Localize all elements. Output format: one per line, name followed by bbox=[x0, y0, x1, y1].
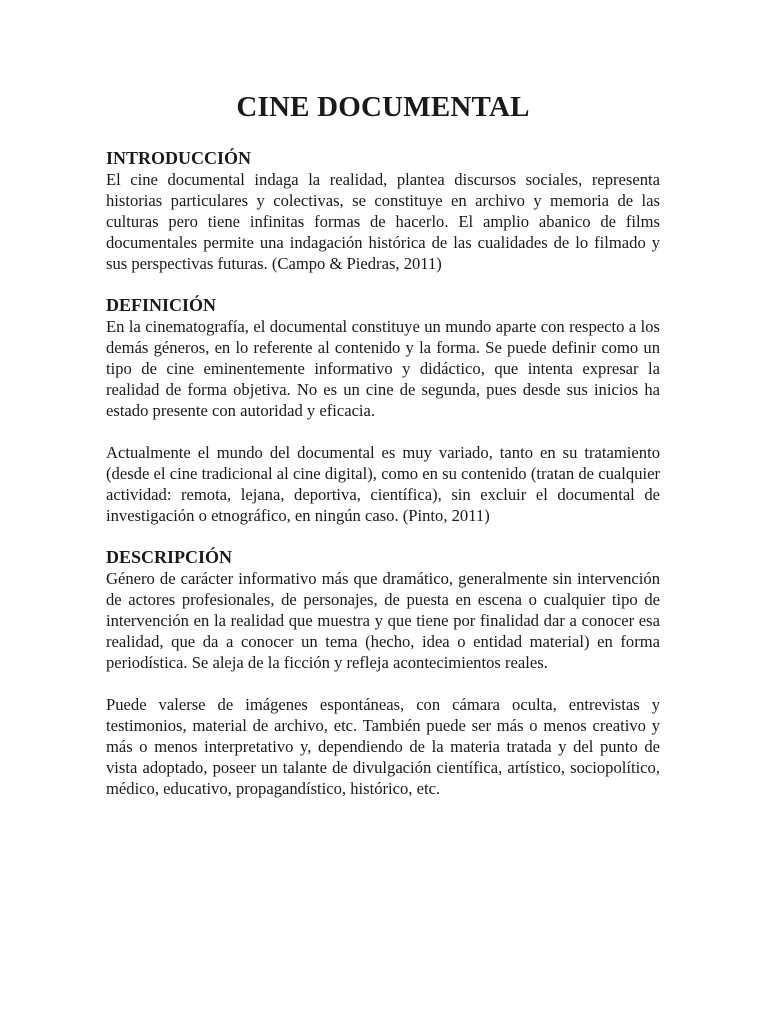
paragraph-introduccion-1: El cine documental indaga la realidad, plantea discursos sociales, representa historias particulares y colectivas, se constituye en archivo y memoria de las culturas pero tiene infinitas formas de hacerlo. El amplio abanico de films documentales permite una indagación histórica de las cualidades de lo filmado y sus perspectivas futuras. (Campo & Piedras, 2011) bbox=[106, 170, 660, 273]
section-heading-introduccion: INTRODUCCIÓN bbox=[106, 148, 252, 168]
paragraph-descripcion-2: Puede valerse de imágenes espontáneas, con cámara oculta, entrevistas y testimonios, material de archivo, etc. También puede ser más o menos creativo y más o menos interpretativo y, dependiendo de la materia tratada y del punto de vista adoptado, poseer un talante de divulgación científica, artístico, sociopolítico, médico, educativo, propagandístico, histórico, etc. bbox=[106, 695, 660, 798]
section-heading-descripcion: DESCRIPCIÓN bbox=[106, 547, 233, 567]
document-page bbox=[106, 88, 660, 799]
section-heading-definicion: DEFINICIÓN bbox=[106, 295, 217, 315]
paragraph-definicion-1: En la cinematografía, el documental constituye un mundo aparte con respecto a los demás géneros, en lo referente al contenido y la forma. Se puede definir como un tipo de cine eminentemente informativo y didáctico, que intenta expresar la realidad de forma objetiva. No es un cine de segunda, pues desde sus inicios ha estado presente con autoridad y eficacia. bbox=[106, 317, 660, 420]
section-descripcion bbox=[106, 547, 660, 799]
paragraph-descripcion-1: Género de carácter informativo más que dramático, generalmente sin intervención de actores profesionales, de personajes, de puesta en escena o cualquier tipo de intervención en la realidad que muestra y que tiene por finalidad dar a conocer esa realidad, que da a conocer un tema (hecho, idea o entidad material) en forma periodística. Se aleja de la ficción y refleja acontecimientos reales. bbox=[106, 569, 660, 672]
section-definicion bbox=[106, 295, 660, 526]
paragraph-definicion-2: Actualmente el mundo del documental es muy variado, tanto en su tratamiento (desde el cine tradicional al cine digital), como en su contenido (tratan de cualquier actividad: remota, lejana, deportiva, científica), sin excluir el documental de investigación o etnográfico, en ningún caso. (Pinto, 2011) bbox=[106, 443, 660, 525]
section-introduccion bbox=[106, 148, 660, 274]
document-title: CINE DOCUMENTAL bbox=[236, 91, 530, 123]
